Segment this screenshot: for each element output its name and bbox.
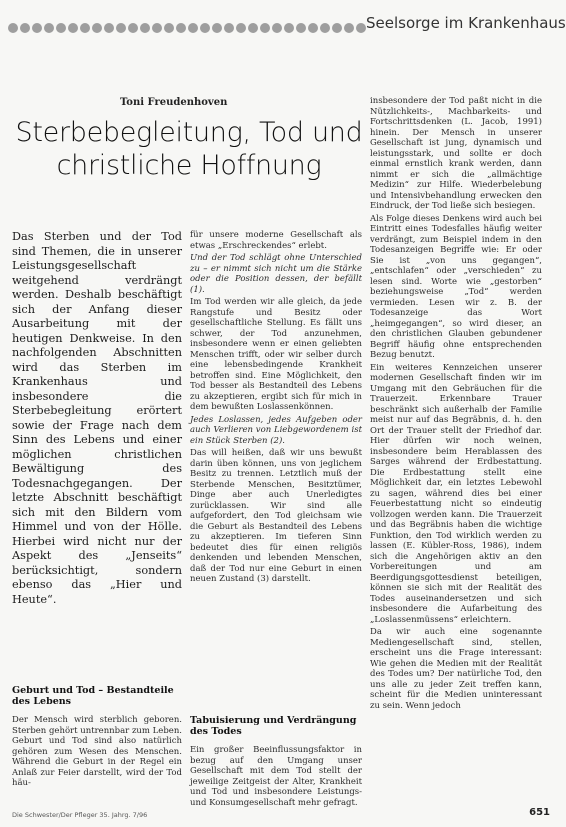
decorative-dot bbox=[80, 23, 90, 33]
decorative-dot bbox=[344, 23, 354, 33]
lead-paragraph: Das Sterben und der Tod sind Themen, die in unserer Leistungsgesellschaft weitgehend verdrängt werden. Deshalb beschäftigt sich der Anfang dieser Ausarbeitung mit der heutigen Denkweise. In den nachfolgenden Abschnitten wird das Sterben im Krankenhaus und insbesondere die Sterbebegleitung erörtert sowie der Frage nach dem Sinn des Lebens und einer möglichen christlichen Bewältigung des Todesnachgegangen. Der letzte Abschnitt beschäftigt sich mit den Bildern vom Himmel und von der Hölle. Hierbei wird nicht nur der Aspekt des „Jenseits“ berücksichtigt, sondern ebenso das „Hier und Heute“. bbox=[12, 230, 182, 606]
decorative-dot bbox=[116, 23, 126, 33]
decorative-dot bbox=[284, 23, 294, 33]
decorative-dot bbox=[32, 23, 42, 33]
decorative-dot bbox=[248, 23, 258, 33]
page-number: 651 bbox=[529, 807, 550, 818]
decorative-dot bbox=[308, 23, 318, 33]
section-title: Seelsorge im Krankenhaus bbox=[366, 14, 566, 32]
section-heading: Tabuisierung und Verdrängung des Todes bbox=[190, 715, 357, 737]
header-dot-band bbox=[8, 18, 363, 32]
section-heading: Geburt und Tod – Bestandteile des Lebens bbox=[12, 685, 174, 707]
paragraph: Da wir auch eine sogenannte Mediengesellschaft sind, stellen, erscheint uns die Frage interessant: Wie gehen die Medien mit der Realität des Todes um? Der natürliche Tod, den uns alle zu jeder Zeit treffen kann, scheint für die Medien uninteressant zu sein. Wenn jedoch bbox=[370, 627, 542, 711]
paragraph: Im Tod werden wir alle gleich, da jede Rangstufe und Besitz oder gesellschaftliche Stellung. Es fällt uns schwer, der Tod anzunehmen, insbesondere wenn er einen geliebten Menschen trifft, oder wir selber durch eine lebensbedingende Krankheit betroffen sind. Eine Möglichkeit, den Tod besser als Bestandteil des Lebens zu akzeptieren, ergibt sich für mich in dem bewußten Loslassenkönnen. bbox=[190, 297, 362, 412]
decorative-dot bbox=[332, 23, 342, 33]
decorative-dot bbox=[224, 23, 234, 33]
decorative-dot bbox=[140, 23, 150, 33]
decorative-dot bbox=[20, 23, 30, 33]
section-text: Der Mensch wird sterblich geboren. Sterben gehört untrennbar zum Leben. Geburt und Tod sind also natürlich gehören zum Wesen des Menschen. Während die Geburt in der Regel ein Anlaß zur Feier darstellt, wird der Tod häu- bbox=[12, 715, 182, 788]
decorative-dot bbox=[152, 23, 162, 33]
decorative-dot bbox=[8, 23, 18, 33]
paragraph: Ein weiteres Kennzeichen unserer modernen Gesellschaft finden wir im Umgang mit den Gebräuchen für die Trauerzeit. Erkennbare Trauer beschränkt sich außerhalb der Familie meist nur auf das Begräbnis, d. h. den Ort der Trauer stellt der Friedhof dar. Hier dürfen wir noch weinen, insbesondere beim Herablassen des Sarges während der Erdbestattung. Die Erdbestattung stellt eine Möglichkeit dar, ein letztes Lebewohl zu sagen, während dies bei einer Feuerbestattung nicht so eindeutig vollzogen werden kann. Die Trauerzeit und das Begräbnis haben die wichtige Funktion, den Tod wirklich werden zu lassen (E. Kübler-Ross, 1986), indem sich die Angehörigen aktiv an den Vorbereitungen und am Beerdigungsgottesdienst beteiligen, können sie sich mit der Realität des Todes auseinandersetzen und sich insbesondere die Aufarbeitung des „Loslassenmüssens“ erleichtern. bbox=[370, 362, 542, 625]
decorative-dot bbox=[200, 23, 210, 33]
decorative-dot bbox=[296, 23, 306, 33]
quote: Und der Tod schlägt ohne Unterschied zu – er nimmt sich nicht um die Stärke oder die Position dessen, der befällt (1). bbox=[190, 253, 362, 295]
paragraph: für unsere moderne Gesellschaft als etwas „Erschreckendes“ erlebt. bbox=[190, 230, 362, 251]
paragraph: Das will heißen, daß wir uns bewußt darin üben können, uns von jeglichem Besitz zu trennen. Letztlich muß der Sterbende Menschen, Besitztümer, Dinge aber auch Unerledigtes zurücklassen. Wir sind alle aufgefordert, den Tod gleichsam wie die Geburt als Bestandteil des Lebens zu akzeptieren. Im tieferen Sinn bedeutet dies für einen religiös denkenden und lebenden Menschen, daß der Tod nur eine Geburt in einen neuen Zustand (3) darstellt. bbox=[190, 448, 362, 584]
decorative-dot bbox=[44, 23, 54, 33]
decorative-dot bbox=[164, 23, 174, 33]
page-header bbox=[0, 0, 566, 34]
decorative-dot bbox=[260, 23, 270, 33]
decorative-dot bbox=[56, 23, 66, 33]
decorative-dot bbox=[272, 23, 282, 33]
author-byline: Toni Freudenhoven bbox=[120, 97, 228, 108]
decorative-dot bbox=[236, 23, 246, 33]
article-title: Sterbebegleitung, Tod und christliche Hoffnung bbox=[15, 117, 363, 181]
decorative-dot bbox=[188, 23, 198, 33]
paragraph: insbesondere der Tod paßt nicht in die Nützlichkeits-, Machbarkeits- und Fortschrittsdenken (L. Jacob, 1991) hinein. Der Mensch in unserer Gesellschaft ist jung, dynamisch und leistungsstark, und sollte er doch einmal ernstlich krank werden, dann nimmt er sich die „allmächtige Medizin“ zur Hilfe. Wiederbelebung und Intensivbehandlung erwecken den Eindruck, der Tod ließe sich besiegen. bbox=[370, 96, 542, 211]
decorative-dot bbox=[128, 23, 138, 33]
footer-source: Die Schwester/Der Pfleger 35. Jahrg. 7/96 bbox=[12, 811, 148, 819]
column-middle bbox=[190, 230, 362, 638]
decorative-dot bbox=[320, 23, 330, 33]
decorative-dot bbox=[176, 23, 186, 33]
quote: Jedes Loslassen, jedes Aufgeben oder auch Verlieren von Liebgewordenem ist ein Stück Sterben (2). bbox=[190, 414, 362, 446]
decorative-dot bbox=[92, 23, 102, 33]
paragraph: Als Folge dieses Denkens wird auch bei Eintritt eines Todesfalles häufig weiter verdrängt, zum Beispiel indem in den Todesanzeigen Begriffe wie: Er oder Sie ist „von uns gegangen“, „entschlafen“ oder „verschieden“ zu lesen sind. Worte wie „gestorben“ beziehungsweise „Tod“ werden vermieden. Lesen wir z. B. der Todesanzeige das Wort „heimgegangen“, so wird dieser, an den christlichen Glauben gebundener Begriff häufig ohne entsprechenden Bezug benutzt. bbox=[370, 213, 542, 360]
section-text: Ein großer Beeinflussungsfaktor in bezug auf den Umgang unser Gesellschaft mit dem Tod stellt der jeweilige Zeitgeist der Alter, Krankheit und Tod und insbesondere Leistungs- und Konsumgesellschaft mehr gefragt. bbox=[190, 745, 362, 808]
decorative-dot bbox=[212, 23, 222, 33]
decorative-dot bbox=[68, 23, 78, 33]
column-right bbox=[370, 96, 542, 801]
decorative-dot bbox=[104, 23, 114, 33]
decorative-dot bbox=[356, 23, 366, 33]
